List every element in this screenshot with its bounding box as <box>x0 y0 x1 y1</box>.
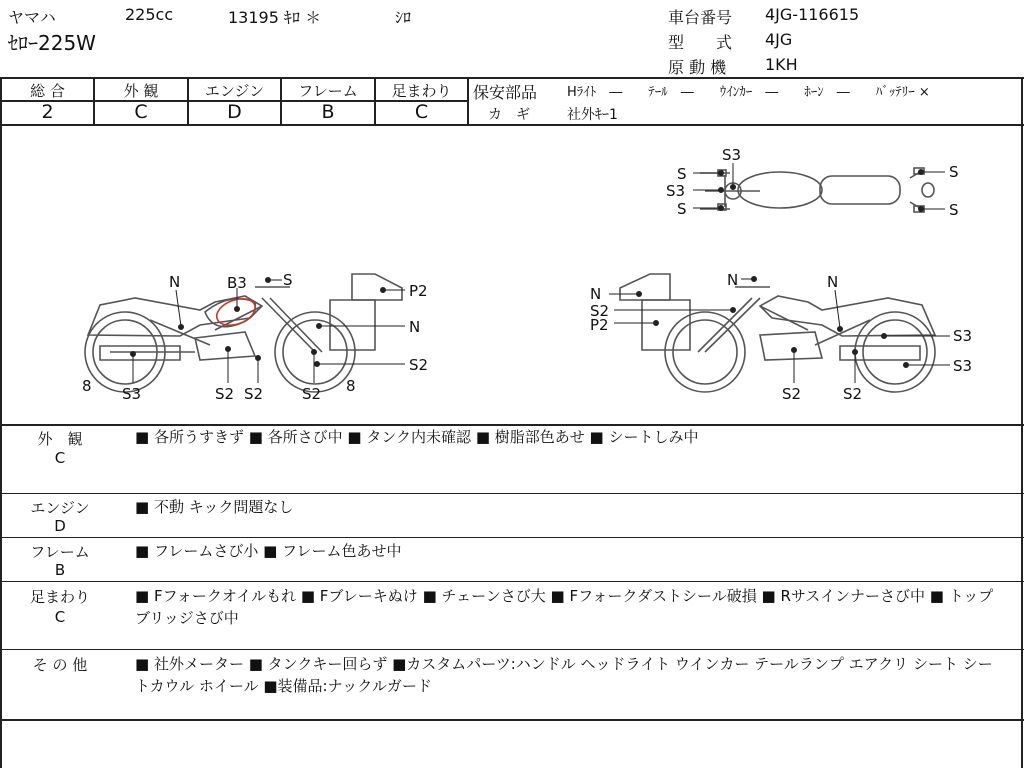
label-left-8-rear: 8 <box>346 377 356 395</box>
label-left-n-2: N <box>409 318 421 336</box>
grade-header-overall: 総 合 <box>30 82 65 100</box>
grade-header-frame: フレーム <box>298 82 358 100</box>
label-left-n-1: N <box>169 273 181 291</box>
section-label: 外 観 <box>37 430 83 448</box>
section-text: ■ 社外メーター ■ タンクキー回らず ■カスタムパーツ:ハンドル ヘッドライト ウインカー テールランプ エアクリ シート シートカウル ホイール ■装備品:ナックルガード <box>135 655 993 695</box>
divider <box>0 581 1024 582</box>
divider <box>467 77 469 125</box>
section-grade: D <box>54 517 66 535</box>
color: ｼﾛ <box>395 8 412 27</box>
section-grade: B <box>54 561 66 579</box>
label-left-8-front: 8 <box>82 377 92 395</box>
label-top-s3-front: S3 <box>722 146 742 164</box>
frame-no: 4JG-116615 <box>765 5 860 24</box>
section-label: そ の 他 <box>32 656 88 674</box>
maker: ヤマハ <box>8 8 56 27</box>
label-left-s2-1: S2 <box>215 385 235 403</box>
section-text: ■ 不動 キック問題なし <box>135 498 294 516</box>
label-right-n-1: N <box>727 271 739 289</box>
grade-value-suspension: C <box>414 101 429 123</box>
label-left-s2-2: S2 <box>244 385 264 403</box>
label-right-p2: P2 <box>590 316 609 334</box>
grade-value-exterior: C <box>134 101 148 123</box>
label-left-s2-3: S2 <box>302 385 322 403</box>
right-side-bike <box>620 274 935 392</box>
label-top-s-1: S <box>677 165 687 183</box>
label-right-n-2: N <box>827 273 839 291</box>
key-label: カ ギ <box>488 107 530 123</box>
engine-value: 1KH <box>765 55 798 74</box>
label-right-s3-2: S3 <box>953 357 973 375</box>
label-top-s3-left: S3 <box>666 182 686 200</box>
section-text: ■ 各所うすきず ■ 各所さび中 ■ タンク内未確認 ■ 樹脂部色あせ ■ シートしみ中 <box>135 428 699 446</box>
mileage: 13195 ｷﾛ ＊ <box>228 8 322 27</box>
type-label: 型 式 <box>668 33 733 52</box>
section-grade: C <box>54 608 66 626</box>
model-name: ｾﾛｰ225W <box>8 31 96 55</box>
safety-label: 保安部品 <box>473 83 538 102</box>
grade-value-overall: 2 <box>41 101 54 123</box>
damage-diagram <box>0 126 1024 424</box>
engine-label: 原 動 機 <box>668 58 727 77</box>
type-value: 4JG <box>765 30 793 49</box>
label-left-p2: P2 <box>409 282 428 300</box>
grade-header-exterior: 外 観 <box>123 82 159 100</box>
section-text: ■ フレームさび小 ■ フレーム色あせ中 <box>135 542 402 560</box>
label-left-s3: S3 <box>122 385 142 403</box>
section-label: フレーム <box>30 543 90 561</box>
displacement: 225cc <box>125 5 174 24</box>
label-left-s2-right: S2 <box>409 356 429 374</box>
divider <box>0 719 1024 721</box>
section-text: ■ Fフォークオイルもれ ■ Fブレーキぬけ ■ チェーンさび大 ■ Fフォークダストシール破損 ■ Rサスインナーさび中 ■ トップブリッジさび中 <box>135 587 994 627</box>
divider <box>0 537 1024 538</box>
label-right-s2-2: S2 <box>843 385 863 403</box>
divider <box>0 493 1024 494</box>
label-right-s2-1: S2 <box>782 385 802 403</box>
label-top-s-3: S <box>949 163 959 181</box>
frame-no-label: 車台番号 <box>668 8 733 27</box>
section-label: エンジン <box>30 499 90 517</box>
grade-header-suspension: 足まわり <box>391 82 452 100</box>
section-label: 足まわり <box>29 588 90 606</box>
safety-items: Hﾗｲﾄ ― ﾃｰﾙ ― ｳｲﾝｶｰ ― ﾎｰﾝ ― ﾊﾞｯﾃﾘｰ × <box>567 85 930 100</box>
label-top-s-2: S <box>677 200 687 218</box>
label-right-s3-1: S3 <box>953 327 973 345</box>
key-value: 社外ｷｰ1 <box>567 107 618 123</box>
top-view-bike <box>700 168 934 212</box>
label-left-s: S <box>283 271 293 289</box>
grade-value-engine: D <box>227 101 242 123</box>
label-right-s2: S2 <box>590 302 610 320</box>
label-left-b3: B3 <box>227 274 247 292</box>
label-top-s-4: S <box>949 201 959 219</box>
grade-header-engine: エンジン <box>204 82 265 100</box>
grade-value-frame: B <box>321 101 335 123</box>
divider <box>0 649 1024 650</box>
label-right-n-3: N <box>590 285 602 303</box>
section-grade: C <box>54 449 66 467</box>
divider <box>0 77 1024 79</box>
